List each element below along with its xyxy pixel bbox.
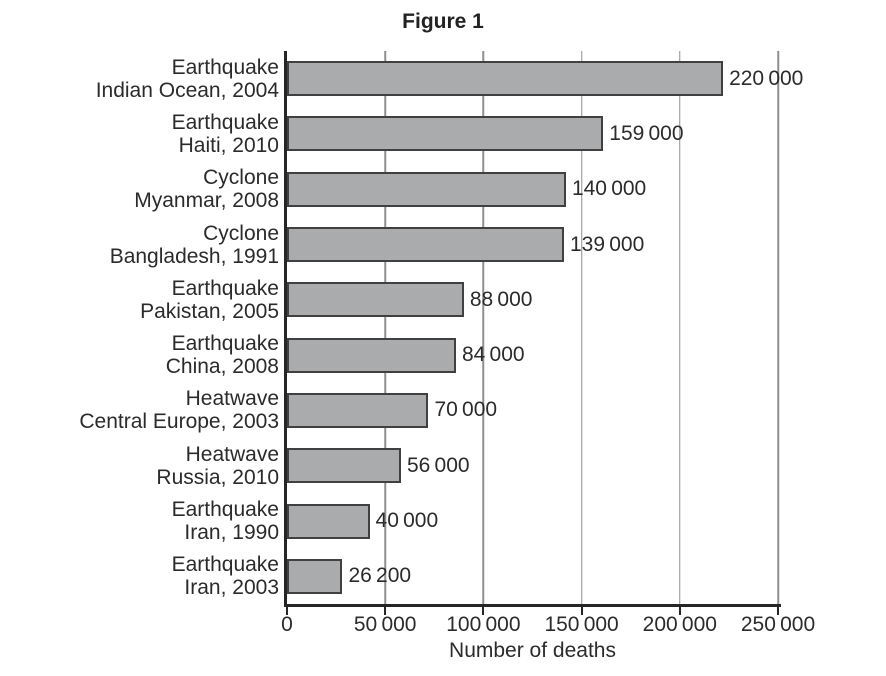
category-label [0,162,279,217]
bar [287,116,603,151]
x-tick-label: 200 000 [642,613,717,636]
category-type: Earthquake [171,55,279,79]
bar-rows [0,51,886,604]
category-label [0,272,279,327]
chart-row [0,272,886,327]
bar-track [287,106,778,161]
category-label [0,493,279,548]
bar [287,504,370,539]
chart-row [0,549,886,604]
value-label: 139 000 [569,232,645,256]
x-tick-labels [281,613,816,637]
category-place: Iran, 1990 [184,521,279,545]
chart-row [0,51,886,106]
value-label: 26 200 [348,564,412,588]
category-place: Iran, 2003 [184,576,279,600]
x-tick-label: 100 000 [446,613,521,636]
bar [287,448,401,483]
bar [287,227,564,262]
x-tick-label: 0 [281,613,293,636]
category-label [0,106,279,161]
category-label [0,51,279,106]
category-type: Earthquake [171,498,279,522]
value-label: 56 000 [406,453,470,477]
bar-track [287,51,804,106]
bar [287,338,456,373]
value-label: 159 000 [609,121,684,145]
category-place: Central Europe, 2003 [79,410,279,434]
bar [287,61,723,96]
x-tick-label: 50 000 [353,613,417,636]
bar-track [287,493,778,548]
chart-row [0,493,886,548]
value-label: 40 000 [375,509,439,533]
x-tick-label: 150 000 [544,613,619,636]
y-axis-line [284,51,287,607]
value-label: 84 000 [461,343,525,367]
bar [287,393,428,428]
category-place: Pakistan, 2005 [140,299,279,323]
bar-track [287,162,778,217]
category-label [0,549,279,604]
bar-track [287,549,778,604]
category-label [0,438,279,493]
chart-row [0,383,886,438]
category-type: Earthquake [171,553,279,577]
category-type: Heatwave [185,442,279,466]
chart-row [0,106,886,161]
chart-row [0,438,886,493]
chart-row [0,327,886,382]
category-type: Cyclone [203,166,279,190]
value-label: 220 000 [729,66,804,90]
category-type: Earthquake [171,332,279,356]
chart-row [0,217,886,272]
bar-track [287,272,778,327]
x-axis-title: Number of deaths [449,639,616,662]
category-type: Cyclone [203,221,279,245]
bar-track [287,438,778,493]
category-type: Earthquake [171,110,279,134]
chart-row [0,162,886,217]
category-place: Haiti, 2010 [178,133,279,157]
bar-track [287,217,778,272]
value-label: 88 000 [469,287,533,311]
bar [287,282,464,317]
category-type: Heatwave [185,387,279,411]
category-label [0,383,279,438]
category-place: Indian Ocean, 2004 [95,78,279,102]
category-place: Russia, 2010 [156,465,279,489]
category-place: Myanmar, 2008 [134,189,279,213]
category-place: Bangladesh, 1991 [109,244,279,268]
x-tick-label: 250 000 [740,613,816,636]
category-label [0,327,279,382]
value-label: 140 000 [571,177,647,201]
figure-title: Figure 1 [402,10,484,33]
category-place: China, 2008 [165,355,279,379]
category-label [0,217,279,272]
bar [287,172,566,207]
bar-track [287,327,778,382]
value-label: 70 000 [434,398,498,422]
bar-track [287,383,778,438]
category-type: Earthquake [171,276,279,300]
bar [287,559,342,594]
